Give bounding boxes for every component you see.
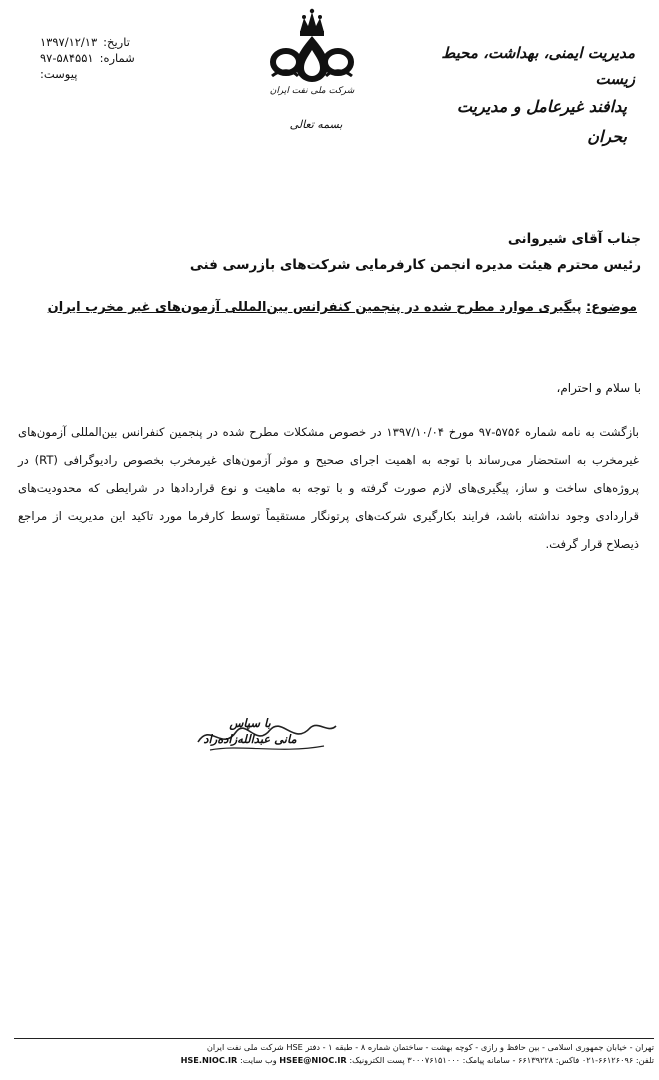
footer-contact: [14, 1054, 654, 1067]
footer-site-label: وب سایت:: [239, 1055, 277, 1065]
date-value: ۱۳۹۷/۱۲/۱۳: [40, 35, 98, 49]
logo-caption: شرکت ملی نفت ایران: [269, 86, 355, 96]
footer: [14, 1041, 654, 1067]
recipient-name: جناب آقای شیروانی: [507, 231, 641, 247]
footer-website[interactable]: HSE.NIOC.IR: [180, 1055, 238, 1065]
department-heading: [415, 40, 635, 152]
recipient-block: [81, 228, 641, 276]
footer-divider: [14, 1038, 654, 1039]
basmala: بسمه تعالی: [289, 118, 343, 131]
signature-name: مانی عبدالله‌زاده‌راد: [203, 732, 297, 746]
body-paragraph: بازگشت به نامه شماره ۵۷۵۶-۹۷ مورخ ۱۳۹۷/۱۰/۰۴ در خصوص مشکلات مطرح شده در پنجمین کنفرانس بین‌المللی آزمون‌های غیرمخرب به استحضار می‌رساند با توجه به اهمیت اجرای صحیح و موثر آزمون‌های غیرمخرب بخصوص رادیوگرافی (RT) در پروژه‌های ساخت و ساز، پیگیری‌های لازم صورت گرفته و با توجه به ماهیت و نوع قراردادها در شرایطی که محدودیت‌های قراردادی وجود نداشته باشد، فرایند بکارگیری شرکت‌های پرتونگار مستقیماً توسط کارفرما مورد تاکید این مدیریت از مراجع ذیصلاح قرار گرفت.: [18, 425, 639, 551]
footer-address: تهران - خیابان جمهوری اسلامی - بین حافظ و رازی - کوچه بهشت - ساختمان شماره ۸ - طبقه ۱ - دفتر HSE شرکت ملی نفت ایران: [206, 1042, 654, 1052]
attachment-row: [40, 66, 190, 82]
date-label: تاریخ:: [103, 35, 130, 49]
recipient-title: رئیس محترم هیئت مدیره انجمن کارفرمایی شرکت‌های بازرسی فنی: [189, 257, 641, 273]
department-line-2: پدافند غیرعامل و مدیریت بحران: [456, 97, 627, 146]
subject-text: پیگیری موارد مطرح شده در پنجمین کنفرانس بین‌المللی آزمون‌های غیر مخرب ایران: [47, 300, 582, 315]
date-row: [40, 34, 190, 50]
greeting: با سلام و احترام،: [556, 381, 641, 395]
subject-label: موضوع:: [586, 300, 637, 315]
number-value: ۹۷-۵۸۴۵۵۱: [40, 51, 94, 65]
signature-closing: با سپاس: [229, 716, 271, 730]
letter-meta: [40, 34, 190, 82]
subject-line: [17, 300, 637, 315]
number-row: [40, 50, 190, 66]
department-line-1: مدیریت ایمنی، بهداشت، محیط زیست: [441, 44, 635, 88]
number-label: شماره:: [99, 51, 135, 65]
footer-phones: تلفن: ۶۶۱۲۶۰۹۶-۰۲۱ فاکس: ۶۶۱۳۹۲۲۸ - سامانه پیامک: ۳۰۰۰۷۶۱۵۱۰۰۰ پست الکترونیک:: [349, 1055, 654, 1065]
attachment-label: پیوست:: [40, 67, 78, 81]
footer-email[interactable]: HSEE@NIOC.IR: [279, 1055, 347, 1065]
signature-block: [150, 715, 350, 747]
